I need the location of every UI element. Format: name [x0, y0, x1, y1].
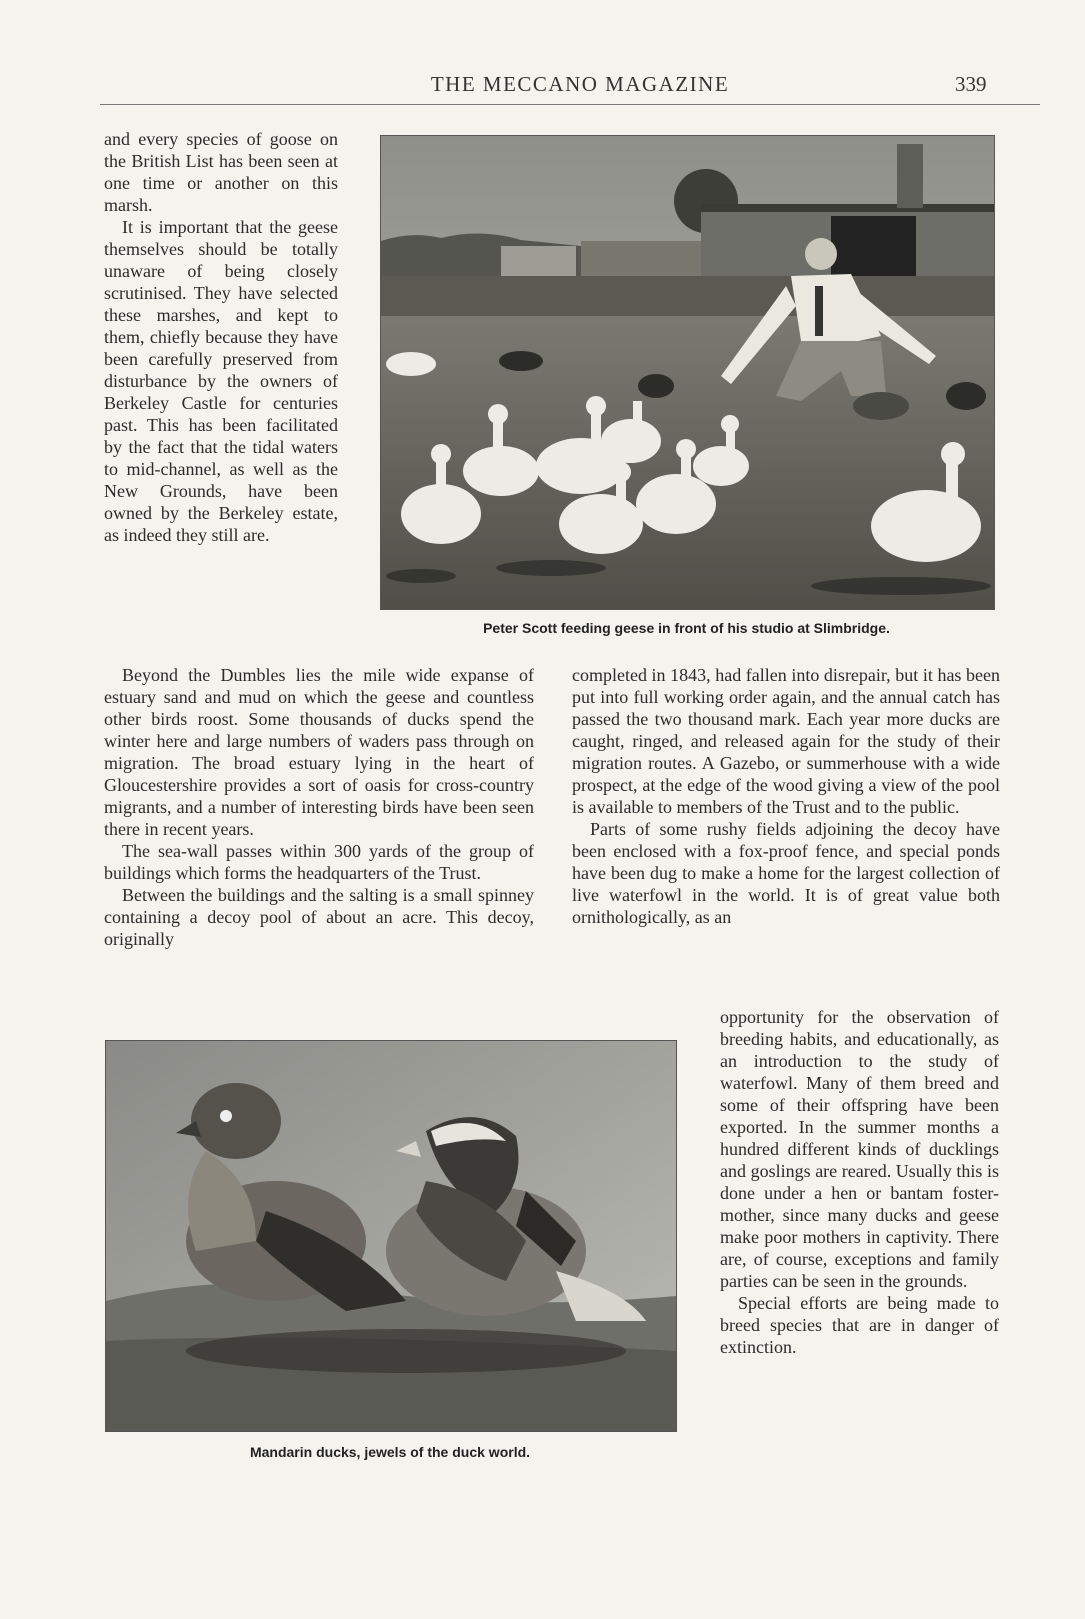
text-column-left-middle	[104, 664, 534, 950]
mandarin-ducks-caption: Mandarin ducks, jewels of the duck world.	[249, 1444, 531, 1460]
magazine-title: THE MECCANO MAGAZINE	[430, 72, 730, 96]
text-column-right-middle	[572, 664, 1000, 928]
header-rule	[100, 104, 1040, 105]
geese-photo-caption: Peter Scott feeding geese in front of his studio at Slimbridge.	[483, 620, 890, 636]
geese-photo	[380, 135, 995, 610]
paragraph: completed in 1843, had fallen into disrepair, but it has been put into full working order again, and the annual catch has passed the two thousand mark. Each year more ducks are caught, ringed, and released again for the study of their migration routes. A Gazebo, or summerhouse with a wide prospect, at the edge of the wood giving a view of the pool is available to members of the Trust and to the public.	[572, 665, 1000, 817]
paragraph: The sea-wall passes within 300 yards of the group of buildings which forms the headquarters of the Trust.	[104, 841, 534, 883]
paragraph: Parts of some rushy fields adjoining the decoy have been enclosed with a fox-proof fence, and special ponds have been dug to make a home for the largest collection of live waterfowl in the world. It is of great value both ornithologically, as an	[572, 819, 1000, 927]
paragraph: Special efforts are being made to breed species that are in danger of extinction.	[720, 1293, 999, 1357]
paragraph: It is important that the geese themselves should be totally unaware of being closely scrutinised. They have selected these marshes, and kept to them, chiefly because they have been carefully preserved from disturbance by the owners of Berkeley Castle for centuries past. This has been facilitated by the fact that the tidal waters to mid-channel, as well as the New Grounds, have been owned by the Berkeley estate, as indeed they still are.	[104, 217, 338, 545]
text-column-left-top	[104, 128, 338, 546]
text-column-right-bottom	[720, 1006, 999, 1358]
paragraph: Beyond the Dumbles lies the mile wide expanse of estuary sand and mud on which the geese and countless other birds roost. Some thousands of ducks spend the winter here and large numbers of waders pass through on migration. The broad estuary lying in the heart of Gloucestershire provides a sort of oasis for cross-country migrants, and a number of interesting birds have been seen there in recent years.	[104, 665, 534, 839]
paragraph: Between the buildings and the salting is a small spinney containing a decoy pool of about an acre. This decoy, originally	[104, 885, 534, 949]
paragraph: and every species of goose on the British List has been seen at one time or another on this marsh.	[104, 129, 338, 215]
paragraph: opportunity for the observation of breeding habits, and educationally, as an introduction to the study of waterfowl. Many of them breed and some of their offspring have been exported. In the summer months a hundred different kinds of ducklings and goslings are reared. Usually this is done under a hen or bantam foster-mother, since many ducks and geese make poor mothers in captivity. There are, of course, exceptions and family parties can be seen in the grounds.	[720, 1007, 999, 1291]
page-number: 339	[955, 72, 987, 96]
mandarin-ducks-photo	[105, 1040, 677, 1432]
